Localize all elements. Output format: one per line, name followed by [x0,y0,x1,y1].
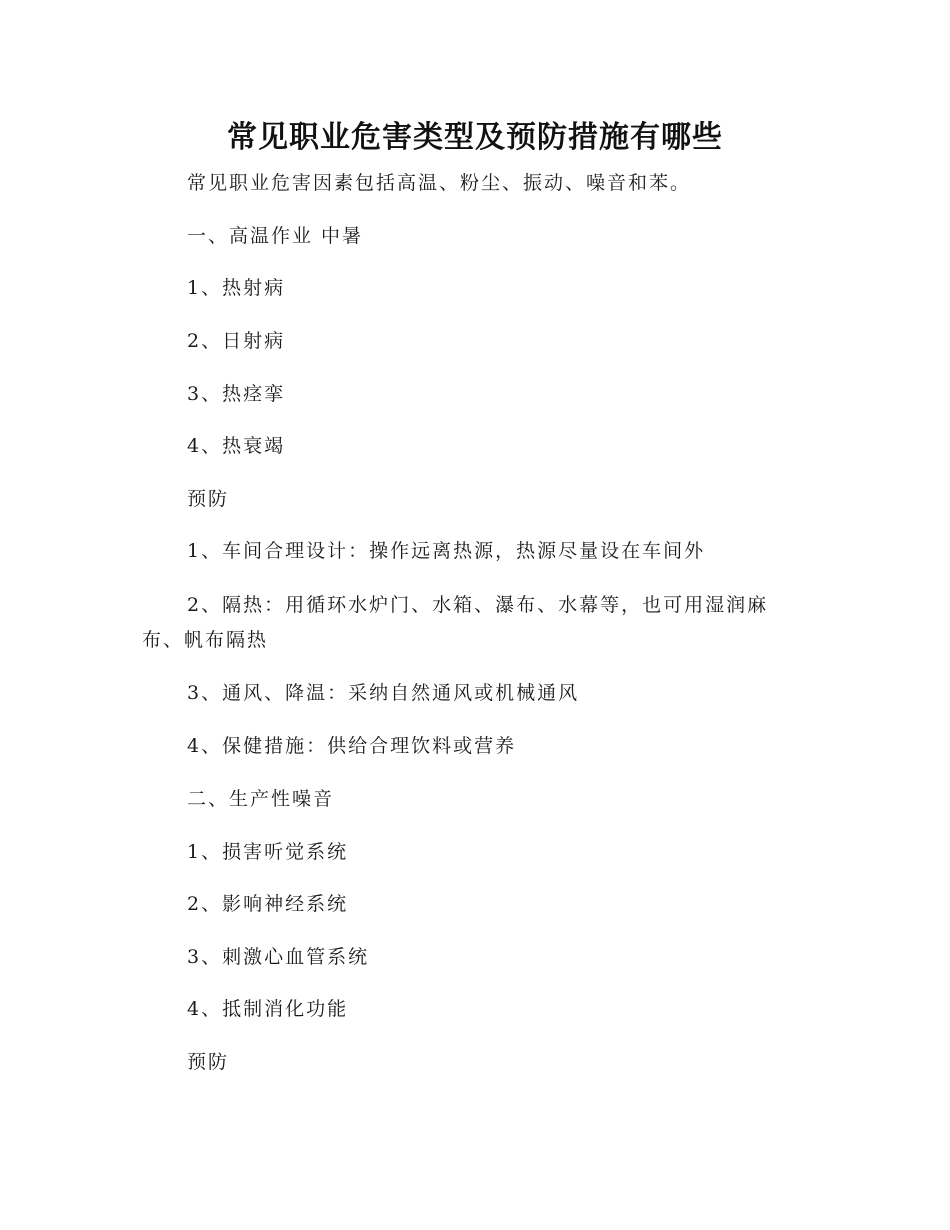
section1-prevention-4: 4、保健措施：供给合理饮料或营养 [187,735,517,757]
document-title: 常见职业危害类型及预防措施有哪些 [227,120,723,155]
section1-item-4: 4、热衰竭 [187,435,286,457]
section1-prevention-2-line1: 2、隔热：用循环水炉门、水箱、瀑布、水幕等，也可用湿润麻 [187,594,769,616]
section1-heading: 一、高温作业 中暑 [187,225,364,247]
section1-prevention-2-line2: 布、帆布隔热 [142,629,269,651]
section1-prevention-3: 3、通风、降温：采纳自然通风或机械通风 [187,682,580,704]
intro-paragraph: 常见职业危害因素包括高温、粉尘、振动、噪音和苯。 [187,172,692,194]
section1-item-3: 3、热痉挛 [187,383,286,405]
section2-item-1: 1、损害听觉系统 [187,841,349,863]
section1-item-2: 2、日射病 [187,330,286,352]
section1-prevention-heading: 预防 [187,488,230,510]
section1-item-1: 1、热射病 [187,277,286,299]
section2-item-4: 4、抵制消化功能 [187,998,349,1020]
section2-heading: 二、生产性噪音 [187,788,335,810]
section1-prevention-1: 1、车间合理设计：操作远离热源，热源尽量设在车间外 [187,540,706,562]
section2-item-2: 2、影响神经系统 [187,893,349,915]
section1-prevention-2 [142,588,802,658]
section2-item-3: 3、刺激心血管系统 [187,946,370,968]
section2-prevention-heading: 预防 [187,1051,230,1073]
